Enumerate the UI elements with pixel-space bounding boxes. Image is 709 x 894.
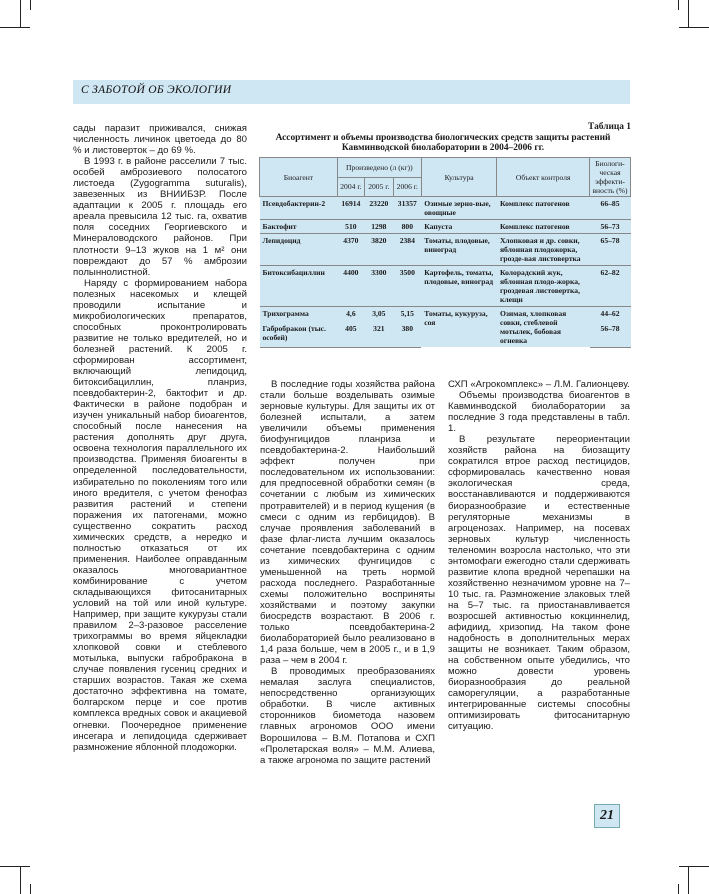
paragraph: В результате переориентации хозяйств района на биозащиту сократился втрое расход пестицидов, сформировалась качественно новая экологическая среда, восстанавливаются и поддерживаются биоразнообразие и естественные регуляторные механизмы в агроценозах. Например, на посевах зерновых культур численность теленомин возросла настолько, что эти энтомофаги ежегодно стали сдерживать развитие клопа вредной черепашки на хозяйственно незначимом уровне на 7–10 тыс. га. Размножение злаковых тлей на 5–7 тыс. га приостанавливается возросшей активностью кокциннелид, афидиид, хризопид. На таком фоне надобность в дополнительных мерах защиты не возникает. Таким образом, на собственном опыте убедились, что можно довести уровень биоразнообразия до реальной саморегуляции, а разработанные интегрированные системы способны оптимизировать фитосанитарную ситуацию. [448, 434, 630, 733]
cell-value: 4,6 [337, 307, 364, 322]
cell-value: 4370 [337, 234, 364, 266]
cell-efficiency: 62–82 [590, 266, 631, 307]
paragraph: В последние годы хозяйства района стали больше возделывать озимые зерновые культуры. Для защиты их от болезней испытали, а затем увеличили объемы применения биофунгицидов планриза и псевдобактерина-2. Наибольший эффект получен при последовательном их использовании: для предпосевной обработки семян (в сочетании с любым из химических протравителей) и в период кущения (в смеси с одним из гербицидов). В случае проявления заболеваний в фазе флаг-листа лучшим оказалось сочетание псевдобактерина с одним из химических фунгицидов с уменьшенной на треть нормой расхода последнего. Разработанные схемы положительно восприняты хозяйствами и поэтому закупки биосредств возрастают. В 2006 г. только псевдобактерина-2 биолабораторией было реализовано в 1,4 раза больше, чем в 2005 г., и в 1,9 раза – чем в 2004 г. [260, 379, 435, 667]
paragraph: В проводимых преобразованиях немалая заслуга специалистов, непосредственно организующих обработки. В числе активных сторонников биометода назовем главных агрономов ООО имени Ворошилова – В.М. Потапова и СХП «Пролетарская воля» – М.М. Алиева, а также агронома по защите растений [260, 666, 435, 766]
cell-target: Хлопковая и др. совки, яблонная плодожорка, грозде-вая листовертка [497, 234, 590, 266]
header-agent: Биоагент [260, 158, 338, 197]
table-row [260, 307, 631, 322]
crop-mark [0, 27, 30, 28]
cell-value: 510 [337, 220, 364, 234]
cell-target: Комплекс патогенов [497, 197, 590, 220]
paragraph: Наряду с формированием набора полезных насекомых и клещей проводили испытание и микробиологических препаратов, способных проконтролировать развитие не только вредителей, но и болезней растений. К 2005 г. сформирован ассортимент, включающий лепидоцид, битоксибациллин, планриз, псевдобактерин-2, бактофит и др. Фактически в районе подобран и изучен уникальный набор биоагентов, способный после нанесения на растения дополнять друг друга, освоена технология параллельного их производства. Применяя биоагенты в определенной последовательности, избирательно по поколениям того или иного вредителя, с учетом фенофаз развития растений и степени поражения их патогенами, можно существенно сократить расход химических средств, а нередко и полностью отказаться от их применения. Наиболее оправданным оказалось многовариантное комбинирование с учетом складывающихся фитосанитарных условий на той или иной культуре. Например, при защите кукурузы стали правилом 2–3-разовое расселение трихограммы во время яйцекладки хлопковой совки и стеблевого мотылька, выпуски габробракона в случае появления гусениц средних и старших возрастов. Такая же схема достаточно эффективна на томате, болгарском перце и сое против комплекса вредных совок и акациевой огневки. Поочередное применение инсегара и лепидоцида сдерживает размножение яблонной плодожорки. [73, 277, 247, 753]
cell-value: 321 [364, 322, 393, 347]
cell-efficiency: 56–78 [590, 322, 631, 347]
crop-mark [688, 866, 689, 894]
crop-mark [0, 866, 30, 867]
cell-agent: Трихограмма [260, 307, 338, 322]
table-row [260, 197, 631, 220]
cell-agent: Габробракон (тыс. особей) [260, 322, 338, 347]
column-1 [73, 123, 247, 753]
cell-value: 3500 [393, 266, 421, 307]
section-header [73, 80, 630, 104]
cell-value: 405 [337, 322, 364, 347]
cell-value: 3300 [364, 266, 393, 307]
paragraph: сады паразит приживался, снижая численность личинок цветоеда до 80 % и листоверток – до 69 %. [73, 123, 247, 157]
cell-efficiency: 65–78 [590, 234, 631, 266]
paragraph: В 1993 г. в районе расселили 7 тыс. особей амброзиевого полосатого листоеда (Zygogramma suturalis), завезенных из ВНИИБЗР. После адаптации к 2005 г. площадь его ареала превысила 12 тыс. га, охватив поля соседних Георгиевского и Минераловодского районов. При плотности 9–13 жуков на 1 м² они повреждают до 57 % амброзии полыннолистной. [73, 156, 247, 278]
cell-value: 1298 [364, 220, 393, 234]
table-title [255, 122, 631, 154]
cell-value: 380 [393, 322, 421, 347]
header-year: 2006 г. [393, 177, 421, 197]
header-year: 2005 г. [364, 177, 393, 197]
crop-mark [679, 866, 709, 867]
header-year: 2004 г. [337, 177, 364, 197]
paragraph: СХП «Агрокомплекс» – Л.М. Галионцеву. [448, 379, 630, 390]
cell-value: 3,05 [364, 307, 393, 322]
cell-agent: Псевдобактерин-2 [260, 197, 338, 220]
column-2 [260, 379, 435, 766]
table-caption: Кавминводской биолаборатории в 2004–2006 гг. [341, 143, 545, 154]
cell-agent: Бактофит [260, 220, 338, 234]
cell-efficiency: 44–62 [590, 307, 631, 322]
paragraph: Объемы производства биоагентов в Кавминводской биолаборатории за последние 3 года представлены в табл. 1. [448, 390, 630, 435]
crop-mark [679, 27, 709, 28]
header-produced: Произведено (л (кг)) [337, 158, 421, 178]
cell-target: Озимая, хлопковая совки, стеблевой мотылек, бобовая огневка [497, 307, 590, 348]
header-culture: Культура [421, 158, 497, 197]
crop-mark [678, 884, 679, 894]
cell-value: 4400 [337, 266, 364, 307]
section-title: С ЗАБОТОЙ ОБ ЭКОЛОГИИ [81, 84, 232, 96]
cell-agent: Лепидоцид [260, 234, 338, 266]
data-table [259, 157, 631, 348]
cell-value: 2384 [393, 234, 421, 266]
cell-value: 5,15 [393, 307, 421, 322]
cell-agent: Битоксибациллин [260, 266, 338, 307]
crop-mark [678, 0, 679, 10]
cell-culture: Картофель, томаты, плодовые, виноград [421, 266, 497, 307]
crop-mark [688, 0, 689, 28]
cell-culture: Томаты, кукуруза, соя [421, 307, 497, 348]
cell-value: 31357 [393, 197, 421, 220]
header-target: Объект контроля [497, 158, 590, 197]
table-row [260, 266, 631, 307]
crop-mark [20, 866, 21, 894]
table-caption: Ассортимент и объемы производства биологических средств защиты растений [275, 132, 611, 143]
cell-value: 23220 [364, 197, 393, 220]
crop-mark [20, 0, 21, 28]
cell-culture: Озимые зерно-вые, овощные [421, 197, 497, 220]
cell-efficiency: 56–73 [590, 220, 631, 234]
page-number: 21 [594, 804, 620, 828]
cell-value: 16914 [337, 197, 364, 220]
cell-culture: Томаты, плодовые, виноград [421, 234, 497, 266]
cell-culture: Капуста [421, 220, 497, 234]
cell-value: 800 [393, 220, 421, 234]
crop-mark [30, 884, 31, 894]
cell-efficiency: 66–85 [590, 197, 631, 220]
crop-mark [30, 0, 31, 10]
table-row [260, 234, 631, 266]
cell-target: Комплекс патогенов [497, 220, 590, 234]
column-3 [448, 379, 630, 733]
header-efficiency: Биологи-ческая эффекти-вность (%) [590, 158, 631, 197]
cell-value: 3820 [364, 234, 393, 266]
table-row [260, 220, 631, 234]
table-number: Таблица 1 [588, 122, 631, 132]
cell-target: Колорадский жук, яблонная плодо-жорка, гроздевая листовертка, клещи [497, 266, 590, 307]
